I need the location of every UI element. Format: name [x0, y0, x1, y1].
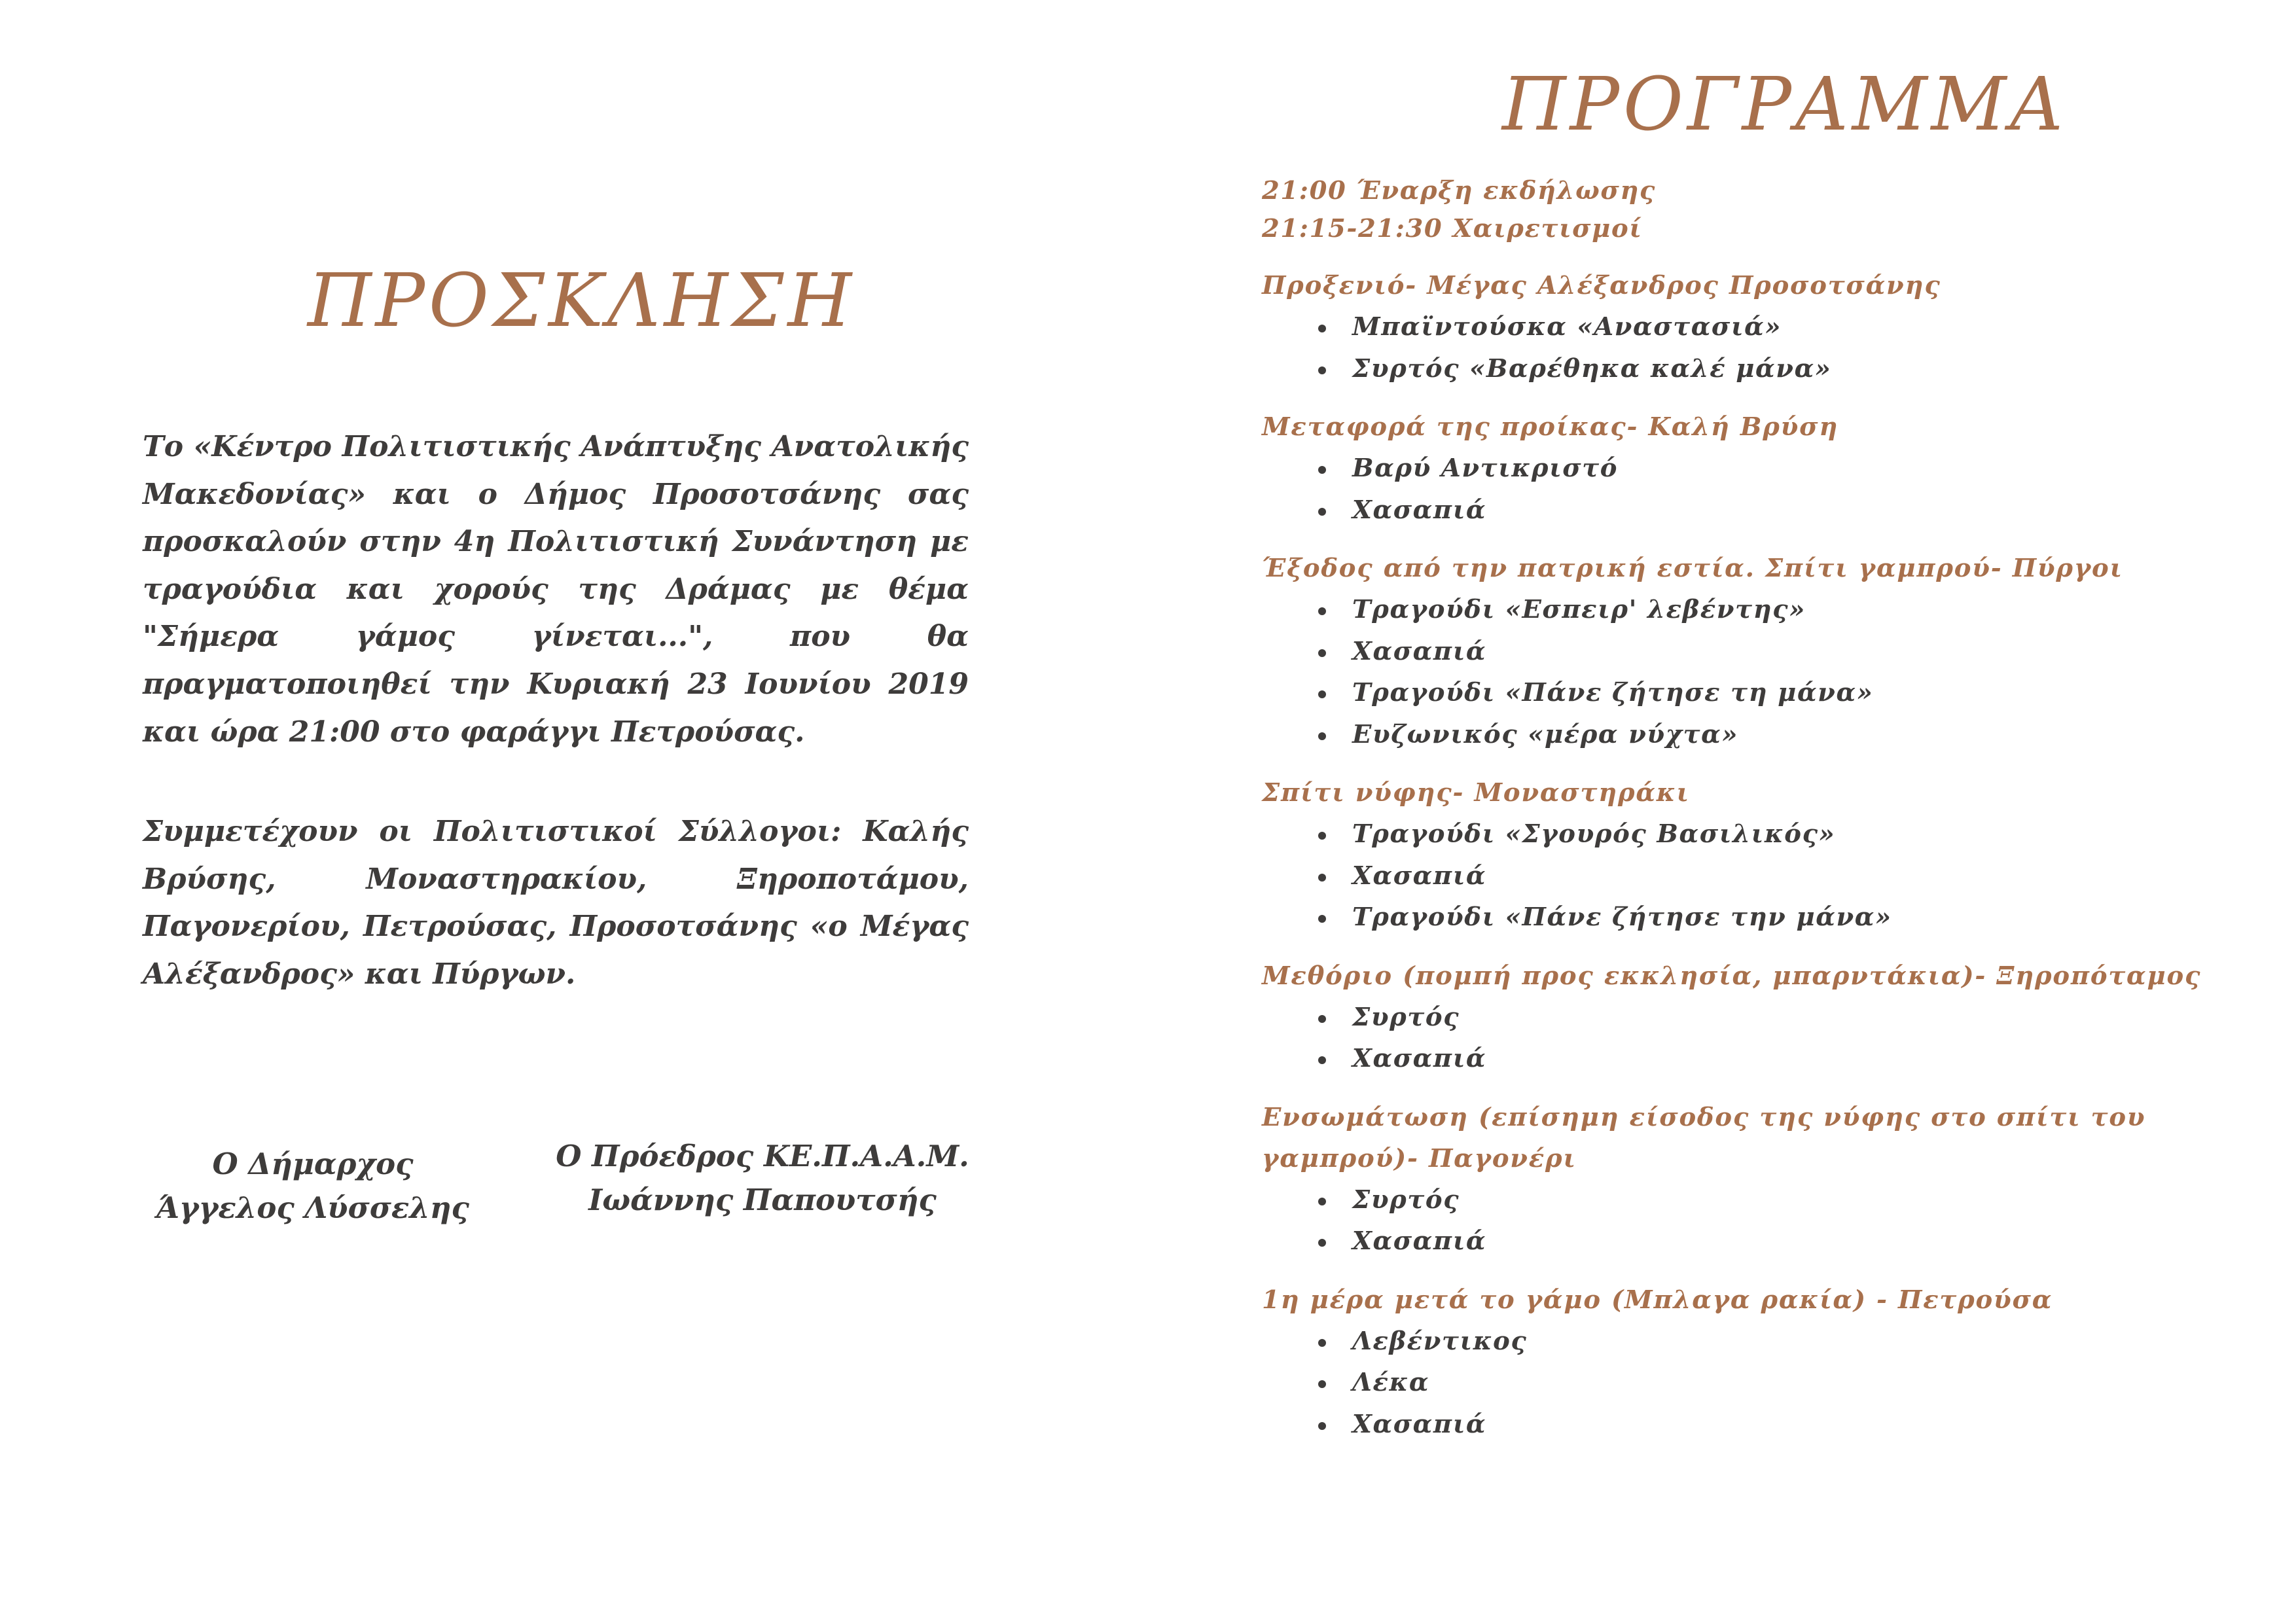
bullet-icon — [1318, 1239, 1326, 1247]
list-item-label: Τραγούδι «Σγουρός Βασιλικός» — [1352, 819, 1836, 849]
list-item — [1262, 490, 2283, 531]
list-item — [1262, 1362, 2283, 1404]
program-title: ΠΡΟΓΡΑΜΜΑ — [1502, 62, 2068, 147]
section-title: Έξοδος από την πατρική εστία. Σπίτι γαμπρού- Πύργοι — [1262, 554, 2123, 583]
list-item-label: Συρτός — [1352, 1002, 1460, 1032]
invitation-paragraph: Το «Κέντρο Πολιτιστικής Ανάπτυξης Ανατολικής Μακεδονίας» και ο Δήμος Προσοτσάνης σας προσκαλούν στην 4η Πολιτιστική Συνάντηση με τραγούδια και χορούς της Δράμας με θέμα "Σήμερα γάμος γίνεται...", που θα πραγματοποιηθεί την Κυριακή 23 Ιουνίου 2019 και ώρα 21:00 στο φαράγγι Πετρούσας. — [143, 430, 969, 749]
list-item — [1262, 714, 2283, 756]
list-item-label: Συρτός — [1352, 1185, 1460, 1215]
section-items — [1262, 448, 2283, 531]
list-item — [1262, 1321, 2283, 1363]
list-item — [1262, 1221, 2283, 1262]
list-item-label: Χασαπιά — [1352, 495, 1487, 525]
bullet-icon — [1318, 1422, 1326, 1430]
bullet-icon — [1318, 1380, 1326, 1388]
section-items — [1262, 589, 2283, 755]
program-sections — [1262, 265, 2283, 1445]
program-section — [1262, 406, 2283, 531]
list-item — [1262, 1179, 2283, 1221]
invitation-title: ΠΡΟΣΚΛΗΣΗ — [308, 259, 856, 344]
bullet-icon — [1318, 1056, 1326, 1064]
signature-role: Ο Πρόεδρος ΚΕ.Π.Α.Α.Μ. — [556, 1139, 969, 1173]
signature-name: Άγγελος Λύσσελης — [156, 1190, 469, 1225]
bullet-icon — [1318, 466, 1326, 474]
section-items — [1262, 813, 2283, 938]
bullet-icon — [1318, 508, 1326, 516]
list-item-label: Χασαπιά — [1352, 1409, 1487, 1439]
section-title: Μεθόριο (πομπή προς εκκλησία, μπαρντάκια)- Ξηροπόταμος — [1262, 961, 2202, 991]
participants-paragraph: Συμμετέχουν οι Πολιτιστικοί Σύλλογοι: Καλής Βρύσης, Μοναστηρακίου, Ξηροποτάμου, Παγονερίου, Πετρούσας, Προσοτσάνης «ο Μέγας Αλέξανδρος» και Πύργων. — [143, 815, 969, 991]
program-schedule — [1262, 172, 2283, 1445]
list-item-label: Τραγούδι «Εσπειρ' λεβέντης» — [1352, 595, 1806, 624]
schedule-time: 21:15-21:30 Χαιρετισμοί — [1262, 214, 1643, 243]
list-item — [1262, 348, 2283, 390]
program-section — [1262, 955, 2283, 1080]
list-item — [1262, 1404, 2283, 1446]
list-item — [1262, 672, 2283, 714]
list-item-label: Συρτός «Βαρέθηκα καλέ μάνα» — [1352, 353, 1832, 383]
list-item-label: Μπαϊντούσκα «Αναστασιά» — [1352, 312, 1782, 342]
list-item — [1262, 1038, 2283, 1080]
list-item — [1262, 631, 2283, 673]
section-title: 1η μέρα μετά το γάμο (Μπλαγα ρακία) - Πετρούσα — [1262, 1285, 2053, 1315]
president-signature — [543, 1134, 982, 1222]
list-item-label: Λέκα — [1352, 1368, 1430, 1397]
list-item-label: Λεβέντικος — [1352, 1326, 1528, 1356]
bullet-icon — [1318, 366, 1326, 374]
list-item-label: Χασαπιά — [1352, 861, 1487, 891]
list-item — [1262, 897, 2283, 938]
bullet-icon — [1318, 325, 1326, 332]
list-item-label: Χασαπιά — [1352, 636, 1487, 666]
section-items — [1262, 997, 2283, 1080]
program-section — [1262, 772, 2283, 938]
section-title: Προξενιό- Μέγας Αλέξανδρος Προσοτσάνης — [1262, 271, 1941, 300]
section-items — [1262, 306, 2283, 389]
list-item-label: Τραγούδι «Πάνε ζήτησε τη μάνα» — [1352, 678, 1874, 707]
section-title: Μεταφορά της προίκας- Καλή Βρύση — [1262, 412, 1839, 442]
section-items — [1262, 1179, 2283, 1262]
list-item-label: Βαρύ Αντικριστό — [1352, 454, 1619, 483]
program-section — [1262, 1279, 2283, 1446]
bullet-icon — [1318, 607, 1326, 615]
bullet-icon — [1318, 832, 1326, 840]
bullet-icon — [1318, 915, 1326, 923]
list-item-label: Τραγούδι «Πάνε ζήτησε την μάνα» — [1352, 902, 1892, 932]
bullet-icon — [1318, 874, 1326, 882]
list-item — [1262, 589, 2283, 631]
mayor-signature — [143, 1142, 483, 1230]
program-section — [1262, 1097, 2283, 1262]
signature-name: Ιωάννης Παπουτσής — [588, 1183, 937, 1217]
signature-role: Ο Δήμαρχος — [212, 1147, 414, 1181]
bullet-icon — [1318, 690, 1326, 698]
bullet-icon — [1318, 732, 1326, 740]
list-item — [1262, 306, 2283, 348]
program-section — [1262, 548, 2283, 755]
list-item-label: Χασαπιά — [1352, 1226, 1487, 1256]
bullet-icon — [1318, 1198, 1326, 1205]
bullet-icon — [1318, 1339, 1326, 1347]
list-item-label: Χασαπιά — [1352, 1044, 1487, 1073]
section-title: Σπίτι νύφης- Μοναστηράκι — [1262, 778, 1690, 808]
schedule-time: 21:00 Έναρξη εκδήλωσης — [1262, 176, 1656, 205]
list-item-label: Ευζωνικός «μέρα νύχτα» — [1352, 719, 1739, 749]
program-section — [1262, 265, 2283, 389]
section-items — [1262, 1321, 2283, 1446]
section-title: Ενσωμάτωση (επίσημη είσοδος της νύφης στο σπίτι του γαμπρού)- Παγονέρι — [1262, 1102, 2146, 1173]
list-item — [1262, 997, 2283, 1039]
list-item — [1262, 448, 2283, 490]
list-item — [1262, 855, 2283, 897]
list-item — [1262, 813, 2283, 855]
bullet-icon — [1318, 649, 1326, 657]
bullet-icon — [1318, 1015, 1326, 1023]
